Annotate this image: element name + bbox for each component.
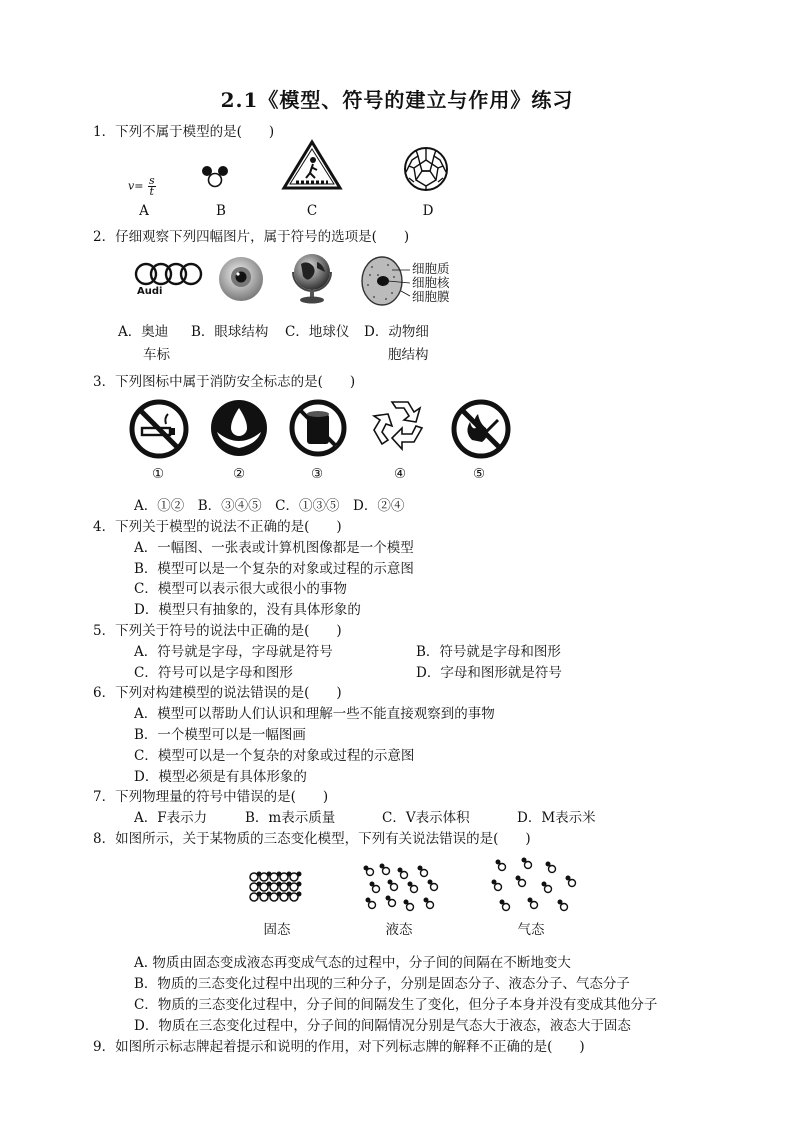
velocity-formula (128, 176, 156, 197)
q2-option-d: D．动物细 (364, 324, 429, 340)
q5-option-c: C．符号可以是字母和图形 (134, 665, 293, 681)
q1-label-a: A (139, 203, 149, 219)
question-8-stem: 8．如图所示，关于某物质的三态变化模型，下列有关说法错误的是( ) (93, 831, 531, 847)
q3-options: A．①② B．③④⑤ C．①③⑤ D．②④ (134, 498, 405, 514)
question-9-stem: 9．如图所示标志牌起着提示和说明的作用，对下列标志牌的解释不正确的是( ) (93, 1039, 585, 1055)
q3-label-2: ② (232, 466, 246, 482)
q7-option-d: D．M表示米 (517, 810, 596, 826)
q6-option-c: C．模型可以是一个复杂的对象或过程的示意图 (134, 748, 415, 764)
q2-option-a-cont: 车标 (143, 347, 170, 363)
q3-label-4: ④ (393, 466, 407, 482)
q1-label-b: B (216, 203, 226, 219)
q4-option-b: B．模型可以是一个复杂的对象或过程的示意图 (134, 561, 414, 577)
q3-label-3: ③ (310, 466, 324, 482)
question-6-stem: 6．下列对构建模型的说法错误的是( ) (93, 685, 342, 701)
no-smoking-sign-icon (128, 398, 190, 460)
q2-option-d-cont: 胞结构 (388, 347, 429, 363)
q5-option-d: D．字母和图形就是符号 (416, 665, 562, 681)
gas-state-label: 气态 (517, 922, 545, 938)
q5-option-a: A．符号就是字母，字母就是符号 (134, 644, 333, 660)
q8-option-b: B．物质的三态变化过程中出现的三种分子，分别是固态分子、液态分子、气态分子 (134, 976, 630, 992)
q2-option-a: A．奥迪 (118, 324, 169, 340)
no-flammables-sign-icon (288, 398, 348, 458)
eyeball-icon (218, 256, 264, 302)
question-3-stem: 3．下列图标中属于消防安全标志的是( ) (93, 374, 356, 390)
pedestrian-crossing-sign-icon (282, 140, 342, 190)
audi-wordmark: Audi (137, 286, 163, 297)
q6-option-b: B．一个模型可以是一幅图画 (134, 727, 306, 743)
q7-option-c: C．V表示体积 (382, 810, 470, 826)
q6-option-d: D．模型必须是有具体形象的 (134, 769, 307, 785)
formula-lhs: v= (128, 179, 144, 193)
q1-label-c: C (306, 203, 318, 219)
question-1-stem: 1．下列不属于模型的是( ) (93, 124, 275, 140)
q3-label-1: ① (151, 466, 165, 482)
fullerene-model-icon (402, 146, 450, 192)
molecule-model-icon (200, 164, 230, 188)
cell-label-nucleus: 细胞核 (412, 275, 450, 290)
q4-option-a: A．一幅图、一张表或计算机图像都是一个模型 (134, 540, 414, 556)
formula-denominator: t (149, 185, 154, 198)
q6-option-a: A．模型可以帮助人们认识和理解一些不能直接观察到的事物 (134, 706, 495, 722)
globe-icon (287, 250, 337, 306)
formula-numerator: s (148, 174, 155, 187)
q1-label-d: D (422, 203, 434, 219)
cell-label-membrane: 细胞膜 (412, 289, 450, 304)
gas-state-molecules (488, 856, 578, 914)
q7-option-b: B．m表示质量 (245, 810, 336, 826)
q2-option-c: C．地球仪 (285, 324, 350, 340)
q5-option-b: B．符号就是字母和图形 (416, 644, 561, 660)
q2-option-b: B．眼球结构 (191, 324, 269, 340)
q4-option-c: C．模型可以表示很大或很小的事物 (134, 581, 347, 597)
cell-label-cytoplasm: 细胞质 (412, 261, 450, 276)
page-title: 2.1《模型、符号的建立与作用》练习 (220, 88, 574, 112)
recycling-sign-icon (368, 394, 432, 458)
question-2-stem: 2．仔细观察下列四幅图片，属于符号的选项是( ) (93, 229, 410, 245)
q4-option-d: D．模型只有抽象的，没有具体形象的 (134, 602, 361, 618)
q8-option-d: D．物质在三态变化过程中，分子间的间隔情况分别是气态大于液态，液态大于固态 (134, 1018, 631, 1034)
q7-option-a: A．F表示力 (134, 810, 208, 826)
question-5-stem: 5．下列关于符号的说法中正确的是( ) (93, 623, 342, 639)
no-open-flame-sign-icon (450, 398, 512, 460)
water-fire-sign-icon (209, 398, 269, 458)
q8-option-c: C．物质的三态变化过程中，分子间的间隔发生了变化，但分子本身并没有变成其他分子 (134, 997, 658, 1013)
liquid-state-molecules (360, 862, 440, 912)
liquid-state-label: 液态 (385, 922, 413, 938)
q8-option-a: A. 物质由固态变成液态再变成气态的过程中，分子间的间隔在不断地变大 (134, 955, 571, 971)
question-4-stem: 4．下列关于模型的说法不正确的是( ) (93, 519, 342, 535)
q3-label-5: ⑤ (472, 466, 486, 482)
solid-state-molecules (248, 870, 306, 904)
solid-state-label: 固态 (263, 922, 291, 938)
question-7-stem: 7．下列物理量的符号中错误的是( ) (93, 789, 329, 805)
